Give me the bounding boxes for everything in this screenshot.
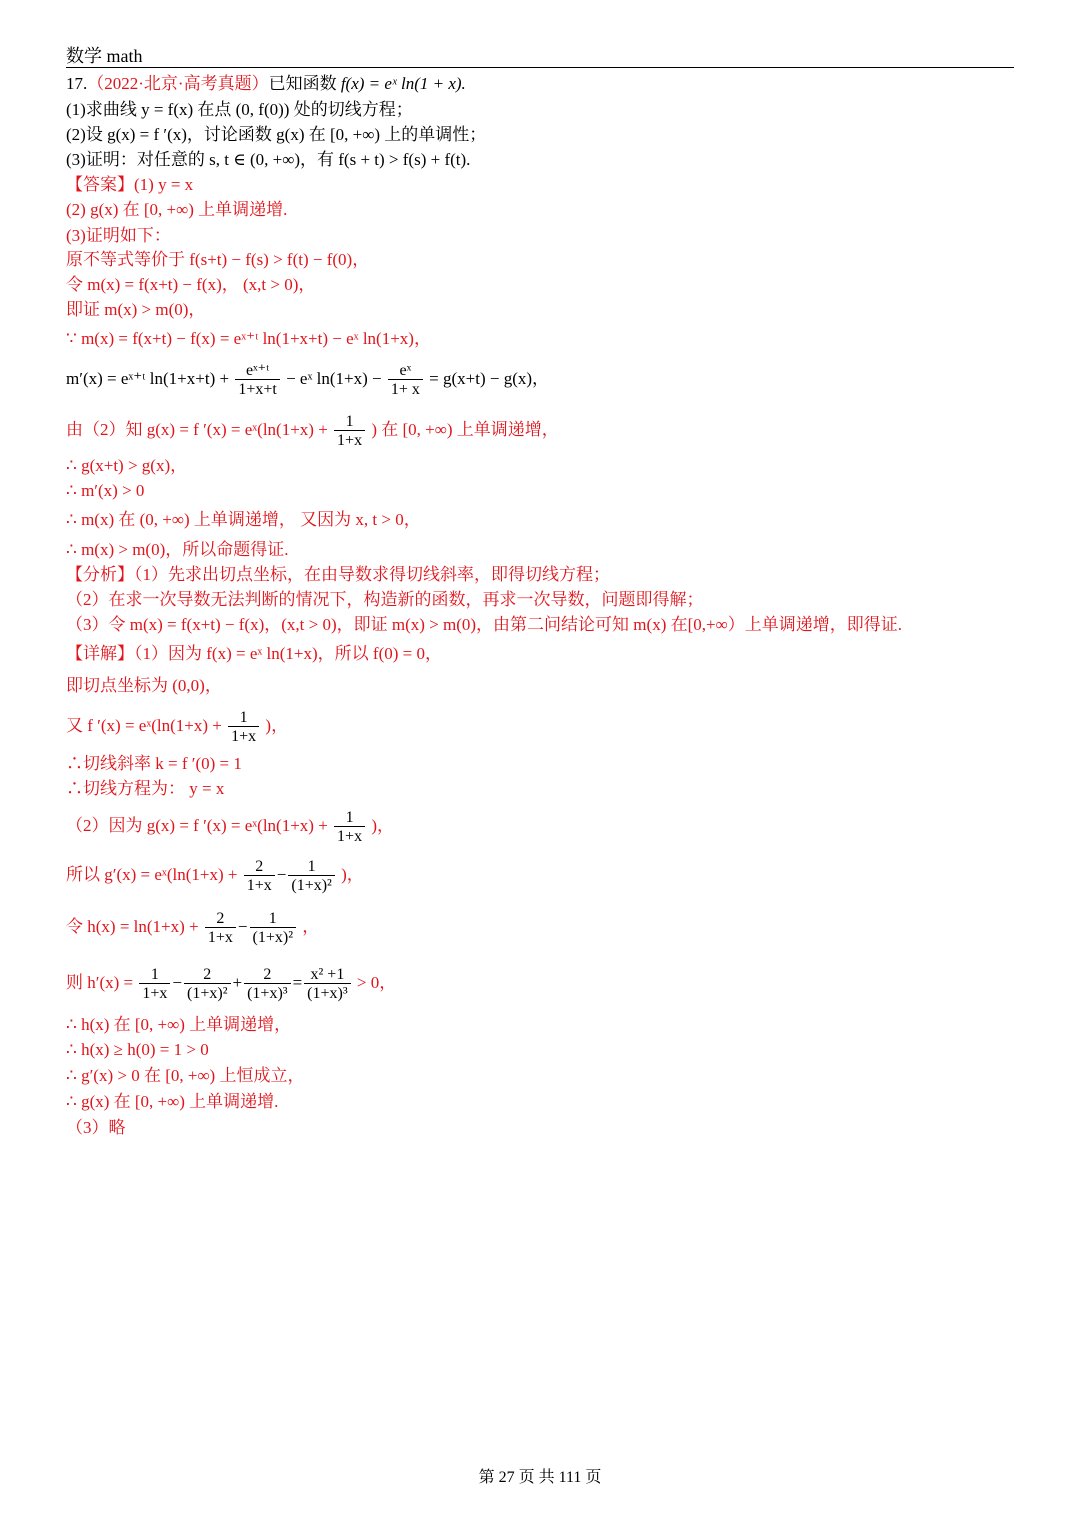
proof-line-6-b: ) 在 [0, +∞) 上单调递增， xyxy=(371,420,559,439)
fraction xyxy=(304,966,350,1003)
analysis-line-3: （3）令 m(x) = f(x+t) − f(x)，(x,t > 0)，即证 m(x) > m(0)，由第二问结论可知 m(x) 在[0,+∞）上单调递增，即得证. xyxy=(66,615,902,634)
answer-3-title: (3)证明如下： xyxy=(66,226,171,245)
denominator: 1+x xyxy=(334,826,365,846)
detail-line-7 xyxy=(66,853,364,897)
proof-line-5-b: − eˣ ln(1+x) − xyxy=(286,369,382,388)
fraction xyxy=(228,709,259,746)
denominator: (1+x)² xyxy=(250,927,296,947)
denominator: 1+x xyxy=(244,875,275,895)
numerator: eˣ⁺ᵗ xyxy=(245,361,270,379)
numerator: 1 xyxy=(150,965,159,983)
fraction xyxy=(184,966,230,1003)
question-part3: (3)证明：对任意的 s, t ∈ (0, +∞)，有 f(s + t) > f(s) + f(t). xyxy=(66,150,471,169)
denominator: 1+x xyxy=(205,927,236,947)
numerator: 1 xyxy=(307,857,316,875)
denominator: (1+x)³ xyxy=(304,983,350,1003)
detail-d7-a: 所以 g′(x) = eˣ(ln(1+x) + xyxy=(66,865,238,884)
proof-line-5 xyxy=(66,357,549,401)
detail-line-13: ∴ g(x) 在 [0, +∞) 上单调递增. xyxy=(66,1092,279,1111)
numerator: 2 xyxy=(203,965,212,983)
answer-2: (2) g(x) 在 [0, +∞) 上单调递增. xyxy=(66,200,288,219)
operator: − xyxy=(172,973,183,992)
denominator: 1+x xyxy=(334,430,365,450)
detail-line-2: 即切点坐标为 (0,0)， xyxy=(66,676,222,695)
detail-d3-b: )， xyxy=(265,716,289,735)
detail-line-11: ∴ h(x) ≥ h(0) = 1 > 0 xyxy=(66,1040,209,1059)
detail-d3-a: 又 f ′(x) = eˣ(ln(1+x) + xyxy=(66,716,222,735)
proof-line-5-a: m′(x) = eˣ⁺ᵗ ln(1+x+t) + xyxy=(66,369,230,388)
proof-line-9: ∴ m(x) 在 (0, +∞) 上单调递增， 又因为 x, t > 0， xyxy=(66,510,421,529)
numerator: 1 xyxy=(345,412,354,430)
question-source: （2022·北京·高考真题） xyxy=(87,74,269,93)
fraction xyxy=(250,910,296,947)
detail-d7-b: )， xyxy=(341,865,364,884)
detail-d8-b: ， xyxy=(302,917,320,936)
analysis-label: 【分析】 xyxy=(66,565,134,584)
fraction xyxy=(334,413,365,450)
detail-d1: （1）因为 f(x) = eˣ ln(1+x)，所以 f(0) = 0， xyxy=(134,644,442,663)
analysis-line-1 xyxy=(66,565,610,585)
numerator: eˣ xyxy=(399,361,412,379)
fraction xyxy=(244,966,290,1003)
question-line xyxy=(66,74,466,94)
numerator: 1 xyxy=(268,909,277,927)
numerator: 1 xyxy=(239,708,248,726)
proof-line-8: ∴ m′(x) > 0 xyxy=(66,481,145,500)
proof-line-1: 原不等式等价于 f(s+t) − f(s) > f(t) − f(0)， xyxy=(66,250,370,269)
detail-d6-a: （2）因为 g(x) = f ′(x) = eˣ(ln(1+x) + xyxy=(66,816,328,835)
fraction xyxy=(388,362,423,399)
detail-d6-b: )， xyxy=(371,816,394,835)
detail-line-8 xyxy=(66,905,319,949)
denominator: 1+x xyxy=(139,983,170,1003)
detail-line-12: ∴ g′(x) > 0 在 [0, +∞) 上恒成立， xyxy=(66,1066,305,1085)
answer-line xyxy=(66,175,193,195)
detail-d9-b: > 0， xyxy=(356,973,397,992)
numerator: 2 xyxy=(216,909,225,927)
denominator: 1+ x xyxy=(388,379,423,399)
analysis-line-2: （2）在求一次导数无法判断的情况下，构造新的函数，再求一次导数，问题即得解； xyxy=(66,590,704,609)
numerator: x² +1 xyxy=(310,965,345,983)
proof-line-5-c: = g(x+t) − g(x)， xyxy=(429,369,550,388)
detail-line-5: ∴切线方程为： y = x xyxy=(66,779,225,798)
minus-sign: − xyxy=(237,917,248,936)
fraction xyxy=(244,858,275,895)
detail-line-1 xyxy=(66,644,442,664)
detail-line-4: ∴切线斜率 k = f ′(0) = 1 xyxy=(66,754,242,773)
question-function: f(x) = eˣ ln(1 + x). xyxy=(340,74,466,93)
denominator: (1+x)² xyxy=(288,875,334,895)
proof-line-7: ∴ g(x+t) > g(x)， xyxy=(66,456,188,475)
operator: + xyxy=(232,973,243,992)
proof-line-2: 令 m(x) = f(x+t) − f(x)， (x,t > 0)， xyxy=(66,275,316,294)
detail-line-9 xyxy=(66,961,396,1005)
detail-line-3 xyxy=(66,704,288,748)
detail-label: 【详解】 xyxy=(66,644,134,663)
denominator: 1+x+t xyxy=(235,379,280,399)
numerator: 2 xyxy=(255,857,264,875)
fraction xyxy=(334,809,365,846)
detail-line-6 xyxy=(66,804,394,848)
detail-d8-a: 令 h(x) = ln(1+x) + xyxy=(66,917,199,936)
question-part1: (1)求曲线 y = f(x) 在点 (0, f(0)) 处的切线方程； xyxy=(66,100,413,119)
minus-sign: − xyxy=(276,865,287,884)
header-rule xyxy=(66,67,1014,68)
detail-d9-a: 则 h′(x) = xyxy=(66,973,134,992)
proof-line-6-a: 由（2）知 g(x) = f ′(x) = eˣ(ln(1+x) + xyxy=(66,420,328,439)
question-number: 17. xyxy=(66,74,88,93)
operator: = xyxy=(292,973,303,992)
question-part2: (2)设 g(x) = f ′(x)，讨论函数 g(x) 在 [0, +∞) 上的单调性； xyxy=(66,125,487,144)
page-footer: 第 27 页 共 111 页 xyxy=(478,1469,602,1486)
question-stem: 已知函数 xyxy=(268,74,337,93)
page-header: 数学 math xyxy=(66,46,143,66)
fraction xyxy=(288,858,334,895)
denominator: (1+x)² xyxy=(184,983,230,1003)
fraction xyxy=(235,362,280,399)
analysis-p1: （1）先求出切点坐标，在由导数求得切线斜率，即得切线方程； xyxy=(134,565,610,584)
detail-line-14: （3）略 xyxy=(66,1118,126,1137)
fraction xyxy=(139,966,170,1003)
denominator: (1+x)³ xyxy=(244,983,290,1003)
answer-1: (1) y = x xyxy=(134,175,194,194)
proof-line-3: 即证 m(x) > m(0)， xyxy=(66,300,206,319)
denominator: 1+x xyxy=(228,726,259,746)
numerator: 1 xyxy=(345,808,354,826)
fraction xyxy=(205,910,236,947)
answer-label: 【答案】 xyxy=(66,175,134,194)
detail-line-10: ∴ h(x) 在 [0, +∞) 上单调递增， xyxy=(66,1015,292,1034)
proof-line-6 xyxy=(66,408,559,452)
proof-line-4: ∵ m(x) = f(x+t) − f(x) = eˣ⁺ᵗ ln(1+x+t) − eˣ ln(1+x)， xyxy=(66,329,431,348)
numerator: 2 xyxy=(263,965,272,983)
proof-line-10: ∴ m(x) > m(0)，所以命题得证. xyxy=(66,540,289,559)
